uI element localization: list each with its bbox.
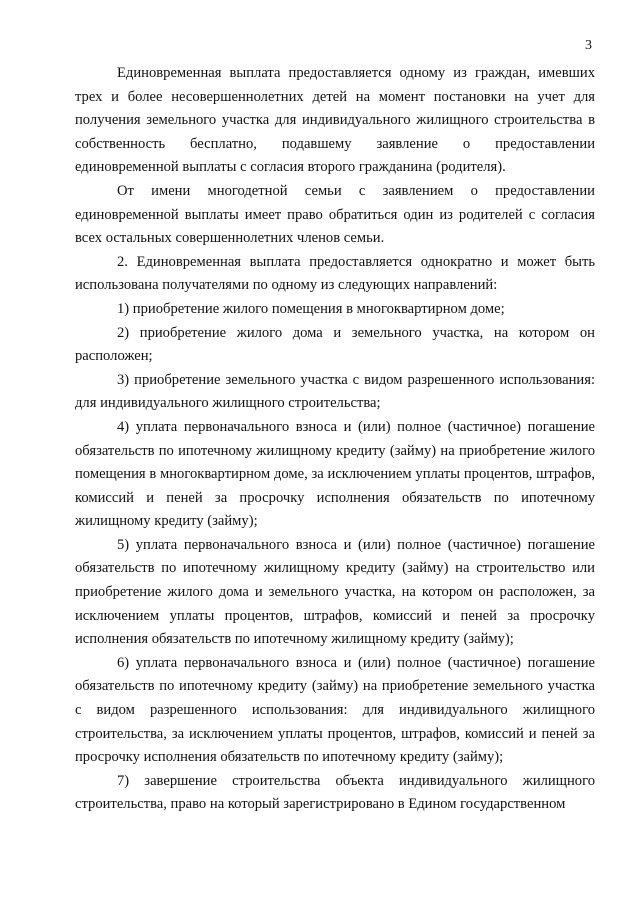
list-item-6: 6) уплата первоначального взноса и (или) полное (частичное) погашение обязательств по ипотечному кредиту (займу) на приобретение земельного участка с видом разрешенного использования: для индивидуального жилищного строительства, за исключением уплаты процентов, штрафов, комиссий и пеней за просрочку исполнения обязательств по ипотечному кредиту (займу);: [75, 654, 595, 766]
paragraph-intro: Единовременная выплата предоставляется одному из граждан, имевших трех и более несовершеннолетних детей на момент постановки на учет для получения земельного участка для индивидуального жилищного строительства в собственность бесплатно, подавшему заявление о предоставлении единовременной выплаты с согласия второго гражданина (родителя).: [75, 65, 595, 176]
list-item-4: 4) уплата первоначального взноса и (или) полное (частичное) погашение обязательств по ипотечному жилищному кредиту (займу) на приобретение жилого помещения в многоквартирном доме, за исключением уплаты процентов, штрафов, комиссий и пеней за просрочку исполнения обязательств по ипотечному жилищному кредиту (займу);: [75, 418, 595, 530]
page-number: 3: [585, 38, 592, 53]
list-item-2: 2) приобретение жилого дома и земельного участка, на котором он расположен;: [75, 324, 595, 365]
document-body: [75, 62, 595, 817]
list-item-1: 1) приобретение жилого помещения в многоквартирном доме;: [117, 300, 505, 317]
paragraph-item-2-heading: 2. Единовременная выплата предоставляется однократно и может быть использована получателями по одному из следующих направлений:: [75, 253, 595, 294]
list-item-3: 3) приобретение земельного участка с видом разрешенного использования: для индивидуального жилищного строительства;: [75, 371, 595, 412]
list-item-7: 7) завершение строительства объекта индивидуального жилищного строительства, право на который зарегистрировано в Едином государственном: [75, 772, 595, 813]
list-item-5: 5) уплата первоначального взноса и (или) полное (частичное) погашение обязательств по ипотечному жилищному кредиту (займу) на строительство или приобретение жилого дома и земельного участка, на котором он расположен, за исключением уплаты процентов, штрафов, комиссий и пеней за просрочку исполнения обязательств по ипотечному жилищному кредиту (займу);: [75, 536, 595, 648]
paragraph-family-representative: От имени многодетной семьи с заявлением о предоставлении единовременной выплаты имеет право обратиться один из родителей с согласия всех остальных совершеннолетних членов семьи.: [75, 182, 595, 247]
